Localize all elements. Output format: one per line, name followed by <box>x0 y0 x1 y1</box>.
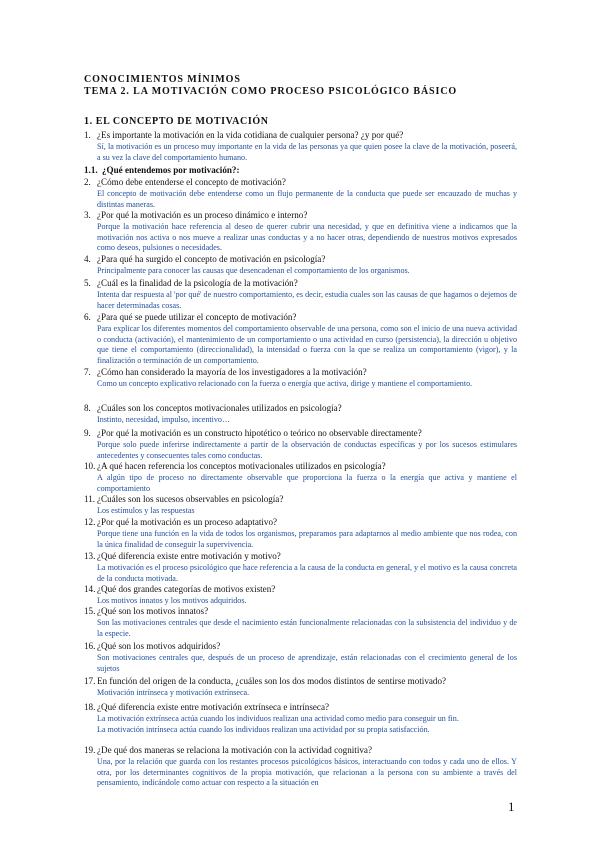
question-number: 10. <box>84 461 96 471</box>
question-1 <box>84 130 403 141</box>
question-number: 1. <box>84 130 91 140</box>
answer-13 <box>97 529 517 550</box>
answer-paragraph: Una, por la relación que guarda con los restantes procesos psicológicos básicos, interactuando con todos y cada uno de ellos. Y otra, por los determinantes cognitivos de la propia motivación, que relacionan a la persona con su ambiente a través del pensamiento, indicándole como actuar con respecto a la situación en <box>97 757 517 788</box>
question-number: 3. <box>84 210 91 220</box>
question-text: ¿Qué dos grandes categorías de motivos existen? <box>97 584 276 594</box>
question-number: 9. <box>84 428 91 438</box>
answer-15 <box>97 596 517 607</box>
question-text: ¿Qué son los motivos innatos? <box>97 606 209 616</box>
answer-paragraph: Porque la motivación hace referencia al deseo de querer cubrir una necesidad, y que en definitiva viene a indicarnos que la motivación nos activa o nos mueve a realizar unas conductas y a no hacer otras, dependiendo de nuestros motivos expresados como deseos, pulsiones o necesidades. <box>97 222 517 253</box>
question-19 <box>84 702 329 713</box>
answer-11 <box>97 473 517 494</box>
question-11 <box>84 461 386 472</box>
question-text: ¿Cuál es la finalidad de la psicología de la motivación? <box>97 278 298 288</box>
question-number: 1.1. <box>84 165 98 175</box>
question-number: 11. <box>84 494 96 504</box>
header-line-1: CONOCIMIENTOS MÍNIMOS <box>84 74 241 85</box>
question-text: ¿Cuáles son los sucesos observables en psicología? <box>97 494 284 504</box>
answer-16 <box>97 618 517 639</box>
question-text: ¿Por qué la motivación es un proceso adaptativo? <box>97 517 278 527</box>
answer-1 <box>97 142 517 163</box>
answer-3 <box>97 189 517 210</box>
question-text: ¿De qué dos maneras se relaciona la motivación con la actividad cognitiva? <box>97 745 372 755</box>
answer-20 <box>97 757 517 789</box>
question-16 <box>84 606 208 617</box>
answer-paragraph: Motivación intrínseca y motivación extrínseca. <box>97 688 250 697</box>
question-text: En función del origen de la conducta, ¿cuáles son los dos modos distintos de sentirse motivado? <box>97 676 447 686</box>
question-number: 13. <box>84 551 96 561</box>
answer-7 <box>97 324 517 366</box>
answer-paragraph: La motivación es el proceso psicológico que hace referencia a la causa de la conducta en general, y el motivo es la causa concreta de la conducta motivada. <box>97 563 517 583</box>
answer-paragraph: Porque tiene una función en la vida de todos los organismos, preparamos para adaptarnos al medio ambiente que nos rodea, con la única finalidad de conseguir la supervivencia. <box>97 529 517 549</box>
question-number: 8. <box>84 403 91 413</box>
question-text: ¿Por qué la motivación es un proceso dinámico e interno? <box>97 210 308 220</box>
question-number: 19. <box>84 745 96 755</box>
answer-4 <box>97 222 517 254</box>
answer-12 <box>97 506 517 517</box>
question-number: 12. <box>84 517 96 527</box>
answer-paragraph: Para explicar los diferentes momentos del comportamiento observable de una persona, como son el inicio de una nueva actividad o conducta (activación), el mantenimiento de un comportamiento o una actividad en curso (persistencia), la dirección u objetivo que tiene el comportamiento (direccionalidad), la intensidad o fuerza con la que se realiza un comportamiento (vigor), y la finalización o terminación de un comportamiento. <box>97 324 517 365</box>
question-2 <box>84 165 240 176</box>
question-number: 18. <box>84 702 96 712</box>
answer-paragraph: Son motivaciones centrales que, después de un proceso de aprendizaje, están relacionadas con el crecimiento general de los sujetos <box>97 653 517 673</box>
question-18 <box>84 676 446 687</box>
answer-9 <box>97 415 517 426</box>
answer-paragraph: Intenta dar respuesta al 'por qué' de nuestro comportamiento, es decir, estudia cuales son las causas de que hagamos o dejemos de hacer determinadas cosas. <box>97 290 517 310</box>
question-7 <box>84 312 296 323</box>
answer-14 <box>97 563 517 584</box>
answer-paragraph: Principalmente para conocer las causas que desencadenan el comportamiento de los organismos. <box>97 266 410 275</box>
question-number: 7. <box>84 367 91 377</box>
answer-paragraph: Como un concepto explicativo relacionado con la fuerza o energía que activa, dirige y mantiene el comportamiento. <box>97 379 473 388</box>
question-number: 6. <box>84 312 91 322</box>
answer-paragraph: La motivación extrínseca actúa cuando los individuos realizan una actividad como medio para conseguir un fin. <box>97 714 459 723</box>
answer-paragraph: Sí, la motivación es un proceso muy importante en la vida de las personas ya que quien posee la clave de la motivación, poseerá, a su vez la clave del comportamiento humano. <box>97 142 517 162</box>
question-text: ¿Para qué se puede utilizar el concepto de motivación? <box>97 312 297 322</box>
answer-paragraph: La motivación intrínseca actúa cuando los individuos realizan una actividad por su propia satisfacción. <box>97 724 430 734</box>
question-4 <box>84 210 307 221</box>
question-20 <box>84 745 372 756</box>
question-text: ¿Qué diferencia existe entre motivación extrínseca e intrínseca? <box>97 702 330 712</box>
answer-17 <box>97 653 517 674</box>
question-number: 17. <box>84 676 96 686</box>
question-number: 5. <box>84 278 91 288</box>
question-number: 2. <box>84 177 91 187</box>
question-5 <box>84 254 325 265</box>
question-number: 4. <box>84 254 91 264</box>
question-13 <box>84 517 277 528</box>
question-text: ¿A qué hacen referencia los conceptos motivacionales utilizados en psicología? <box>97 461 386 471</box>
answer-paragraph: Son las motivaciones centrales que desde el nacimiento están funcionalmente relacionadas con la subsistencia del individuo y de la especie. <box>97 618 517 638</box>
answer-18 <box>97 688 517 699</box>
question-9 <box>84 403 342 414</box>
question-text: ¿Qué diferencia existe entre motivación y motivo? <box>97 551 281 561</box>
question-3 <box>84 177 286 188</box>
answer-10 <box>97 440 517 461</box>
section-title: 1. EL CONCEPTO DE MOTIVACIÓN <box>84 116 269 127</box>
question-17 <box>84 641 220 652</box>
header-line-2: TEMA 2. LA MOTIVACIÓN COMO PROCESO PSICOLÓGICO BÁSICO <box>84 86 458 97</box>
question-text: ¿Cuáles son los conceptos motivacionales utilizados en psicología? <box>97 403 342 413</box>
answer-paragraph: Porque solo puede inferirse indirectamente a partir de la observación de conductas específicas y por los sucesos estimulares antecedentes y consecuentes tales como conductas. <box>97 440 517 460</box>
question-10 <box>84 428 422 439</box>
question-text: ¿Qué son los motivos adquiridos? <box>97 641 221 651</box>
question-text: ¿Cómo debe entenderse el concepto de motivación? <box>97 177 286 187</box>
question-text: ¿Cómo han considerado la mayoría de los investigadores a la motivación? <box>97 367 367 377</box>
answer-19 <box>97 714 517 735</box>
answer-paragraph: A algún tipo de proceso no directamente observable que proporciona la fuerza o la energía que activa y mantiene el comportamiento <box>97 473 517 493</box>
answer-paragraph: Instinto, necesidad, impulso, incentivo… <box>97 415 231 424</box>
question-number: 16. <box>84 641 96 651</box>
answer-8 <box>97 379 517 390</box>
answer-paragraph: Los motivos innatos y los motivos adquiridos. <box>97 596 247 605</box>
page-number: 1 <box>508 799 515 814</box>
question-text: ¿Por qué la motivación es un constructo hipotético o teórico no observable directamente? <box>97 428 422 438</box>
question-number: 14. <box>84 584 96 594</box>
answer-paragraph: El concepto de motivación debe entenderse como un flujo permanente de la conducta que puede ser encauzado de muchas y distintas maneras. <box>97 189 517 209</box>
question-number: 15. <box>84 606 96 616</box>
answer-5 <box>97 266 517 277</box>
answer-paragraph: Los estímulos y las respuestas <box>97 506 195 515</box>
question-12 <box>84 494 283 505</box>
question-8 <box>84 367 367 378</box>
question-text: ¿Para qué ha surgido el concepto de motivación en psicología? <box>97 254 326 264</box>
question-14 <box>84 551 281 562</box>
question-6 <box>84 278 298 289</box>
question-text: ¿Es importante la motivación en la vida cotidiana de cualquier persona? ¿y por qué? <box>97 130 404 140</box>
question-15 <box>84 584 275 595</box>
answer-6 <box>97 290 517 311</box>
question-text: ¿Qué entendemos por motivación?: <box>102 165 240 175</box>
